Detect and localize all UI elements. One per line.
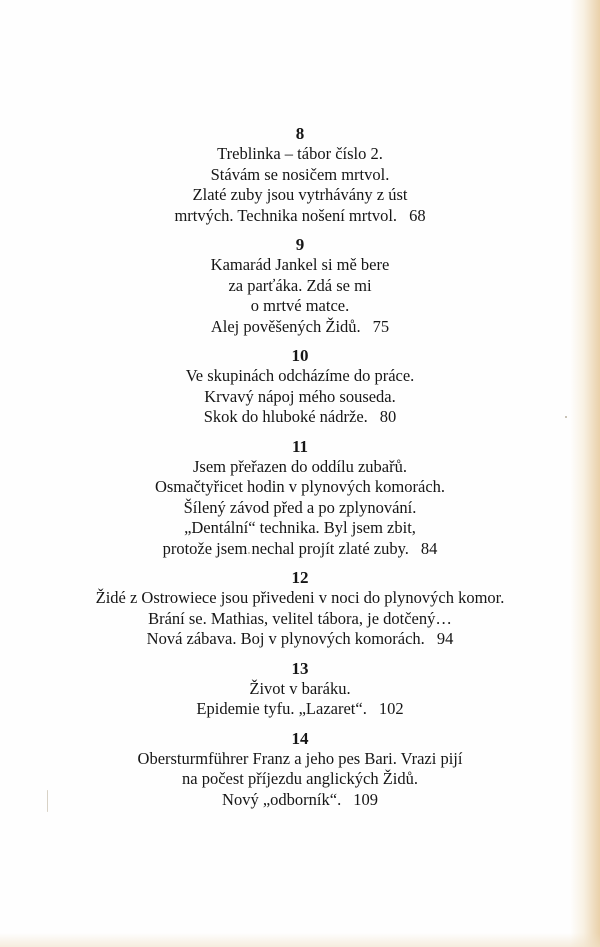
page-number: 84 [420,538,438,558]
toc-entry-10 [0,346,600,428]
entry-line-last [0,699,600,720]
entry-line: na počest příjezdu anglických Židů. [182,769,418,788]
toc-entry-14 [0,729,600,811]
entry-text: Alej pověšených Židů. [210,316,361,336]
entry-line: Život v baráku. [249,678,351,698]
entry-line: Kamarád Jankel si mě bere [210,255,390,274]
entry-text: Nový „odborník“. [222,789,342,809]
entry-line: Židé z Ostrowiece jsou přivedeni v noci do plynových komor. [95,588,505,607]
chapter-number: 13 [291,658,309,678]
toc-entry-8 [0,124,600,226]
entry-text: protože jsem nechal projít zlaté zuby. [162,538,409,558]
entry-line-last [0,206,600,227]
toc-entry-11 [0,437,600,560]
chapter-number: 8 [295,124,305,143]
entry-line: za parťáka. Zdá se mi [228,275,372,295]
entry-line: Jsem přeřazen do oddílu zubařů. [193,456,407,476]
entry-line-last [0,629,600,650]
chapter-number: 11 [291,436,309,456]
entry-line-last [0,317,600,338]
entry-line: Stávám se nosičem mrtvol. [210,164,390,184]
chapter-number: 10 [291,346,309,365]
page-number: 68 [409,205,426,225]
entry-line-last [0,790,600,811]
entry-text: Epidemie tyfu. „Lazaret“. [196,699,367,718]
entry-line: Ve skupinách odcházíme do práce. [185,366,415,385]
page-number: 94 [436,629,454,648]
toc-entry-13 [0,659,600,720]
page-number: 80 [379,407,397,426]
entry-line: Treblinka – tábor číslo 2. [217,144,383,163]
chapter-number: 14 [291,728,309,748]
page-number: 75 [372,316,390,336]
entry-line: Osmačtyřicet hodin v plynových komorách. [154,477,446,496]
entry-line: Zlaté zuby jsou vytrhávány z úst [192,185,408,204]
page-number: 102 [378,699,404,718]
entry-line: Krvavý nápoj mého souseda. [204,386,396,406]
entry-text: Nová zábava. Boj v plynových komorách. [146,629,425,648]
page-bottom-shadow [0,933,600,947]
chapter-number: 9 [295,235,305,254]
toc-entry-12 [0,568,600,650]
entry-line: Brání se. Mathias, velitel tábora, je dotčený… [148,608,452,628]
entry-line-last [0,407,600,428]
toc-entry-9 [0,235,600,337]
table-of-contents [0,124,600,810]
entry-line-last [0,539,600,560]
entry-line: Šílený závod před a po zplynování. [183,497,417,517]
entry-line: „Dentální“ technika. Byl jsem zbit, [184,518,416,537]
entry-text: mrtvých. Technika nošení mrtvol. [174,205,398,225]
entry-line: o mrtvé matce. [250,296,350,315]
page-number: 109 [353,789,378,809]
entry-line: Obersturmführer Franz a jeho pes Bari. Vrazi pijí [137,748,463,768]
entry-text: Skok do hluboké nádrže. [203,407,368,426]
chapter-number: 12 [291,568,309,587]
